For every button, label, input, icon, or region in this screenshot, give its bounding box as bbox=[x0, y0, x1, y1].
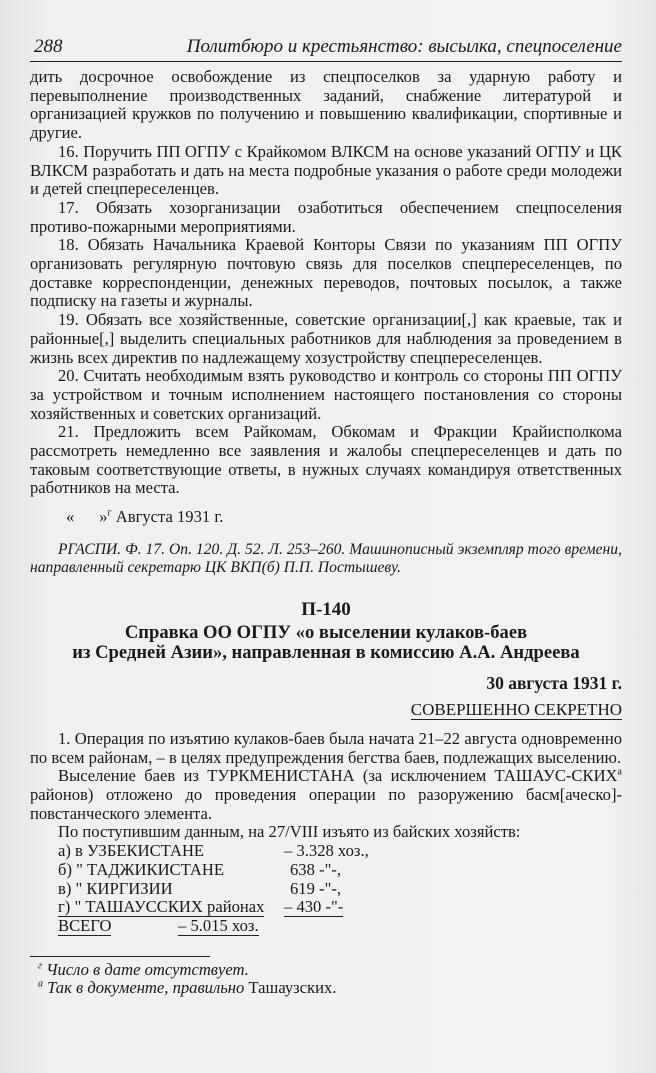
list-item-label bbox=[58, 898, 284, 917]
document-number: П-140 bbox=[301, 598, 351, 620]
secrecy-stamp bbox=[30, 700, 622, 720]
list-item-label: б) " ТАДЖИКИСТАНЕ bbox=[58, 859, 225, 879]
paragraph-20: 20. Считать необходимым взять руководство и контроль со стороны ПП ОГПУ за устройством и точным исполнением настоящего постановления со стороны хозяйственных и советских организаций. bbox=[30, 366, 622, 423]
list-item bbox=[30, 880, 622, 899]
total-value bbox=[178, 917, 259, 936]
list-item-value: 619 -"-, bbox=[290, 878, 342, 898]
total-value-text: – 5.015 хоз. bbox=[178, 915, 259, 935]
doc-paragraph-2-after: районов) отложено до проведения операции по разоружению басм[аческо]-повстанческого элемента. bbox=[30, 784, 622, 823]
document-title-line-1: Справка ОО ОГПУ «о выселении кулаков-баев bbox=[124, 621, 528, 643]
footnote-a-mark: а bbox=[38, 978, 43, 990]
running-title: Политбюро и крестьянство: высылка, спецпоселение bbox=[186, 36, 622, 57]
archive-source: РГАСПИ. Ф. 17. Оп. 120. Д. 52. Л. 253–260. Машинописный экземпляр того времени, направленный секретарю ЦК ВКП(б) П.П. Постышеву. bbox=[30, 540, 622, 576]
paragraph-18: 18. Обязать Начальника Краевой Конторы Связи по указаниям ПП ОГПУ организовать регулярную почтовую связь для поселков спецпереселенцев, по доставке корреспонденции, денежных переводов, почтовых посылок, а также подписку на газеты и журналы. bbox=[30, 235, 622, 311]
households-list bbox=[30, 842, 622, 936]
footnote-g-text: Число в дате отсутствует. bbox=[46, 959, 249, 979]
list-item-label-text: г) " ТАШАУССКИХ районах bbox=[58, 897, 265, 917]
doc-paragraph-2-before: Выселение баев из ТУРКМЕНИСТАНА (за исключением ТАШАУС-СКИХ bbox=[58, 766, 618, 786]
list-item bbox=[30, 898, 622, 917]
doc-paragraph-1: 1. Операция по изъятию кулаков-баев была начата 21–22 августа одновременно по всем районам, – в целях предупреждения бегства баев, подлежащих выселению. bbox=[30, 728, 622, 767]
list-total bbox=[30, 917, 622, 936]
list-item-label: в) " КИРГИЗИИ bbox=[58, 878, 173, 898]
date-close-quote: » bbox=[99, 507, 108, 527]
paragraph-continued: дить досрочное освобождение из спецпоселков за ударную работу и перевыполнение производственных заданий, снабжение литературой и организацией кружков по получению и повышению квалификации, спортивные и другие. bbox=[30, 67, 622, 143]
paragraph-17: 17. Обязать хозорганизации озаботиться обеспечением спецпоселения противо-пожарными мероприятиями. bbox=[30, 197, 622, 236]
total-label-text: ВСЕГО bbox=[58, 915, 112, 935]
list-item-value: – 3.328 хоз., bbox=[284, 841, 369, 861]
list-item bbox=[30, 842, 622, 861]
footnote-a-correct: Ташаузских. bbox=[248, 978, 337, 998]
paragraph-19: 19. Обязать все хозяйственные, советские организации[,] как краевые, так и районные[,] выделить специальных работников для наблюдения за проведением в жизнь всех директив по надлежащему хозустройству спецпереселенцев. bbox=[30, 310, 622, 367]
footnote-mark-g: г bbox=[107, 507, 112, 519]
list-item-value bbox=[284, 898, 343, 917]
document-title-line-2: из Средней Азии», направленная в комиссию А.А. Андреева bbox=[72, 641, 580, 663]
doc-paragraph-2 bbox=[30, 767, 622, 823]
list-item bbox=[30, 861, 622, 880]
footnote-g bbox=[30, 961, 622, 980]
page-header bbox=[30, 36, 622, 62]
date-open-quote: « bbox=[66, 507, 75, 527]
footnote-mark-a: а bbox=[617, 766, 622, 778]
document-date: 30 августа 1931 г. bbox=[486, 672, 622, 693]
footnote-divider bbox=[30, 956, 210, 957]
page-number: 288 bbox=[34, 36, 63, 57]
signing-date bbox=[30, 508, 622, 527]
secrecy-stamp-text: СОВЕРШЕННО СЕКРЕТНО bbox=[410, 699, 622, 719]
paragraph-16: 16. Поручить ПП ОГПУ с Крайкомом ВЛКСМ на основе указаний ОГПУ и ЦК ВЛКСМ разработать и дать на места подробные указания о работе среди молодежи и детей спецпереселенцев. bbox=[30, 141, 622, 199]
list-item-label: а) в УЗБЕКИСТАНЕ bbox=[58, 841, 205, 861]
document-title bbox=[30, 623, 622, 663]
doc-paragraph-3: По поступившим данным, на 27/VIII изъято из байских хозяйств: bbox=[58, 822, 521, 842]
date-text: Августа 1931 г. bbox=[115, 507, 224, 527]
list-item-value: 638 -"-, bbox=[290, 859, 342, 879]
list-item-value-text: – 430 -"- bbox=[284, 897, 344, 917]
total-label bbox=[58, 917, 178, 936]
footnote-a-text: Так в документе, правильно bbox=[47, 978, 245, 998]
footnote-a bbox=[30, 979, 622, 998]
footnote-g-mark: г bbox=[38, 960, 42, 972]
paragraph-21: 21. Предложить всем Райкомам, Обкомам и Фракции Крайисполкома рассмотреть немедленно все заявления и жалобы спецпереселенцев и дать по таковым соответствующие ответы, в нужных случаях командируя ответственных работников на места. bbox=[30, 422, 622, 498]
page-body bbox=[30, 68, 622, 998]
